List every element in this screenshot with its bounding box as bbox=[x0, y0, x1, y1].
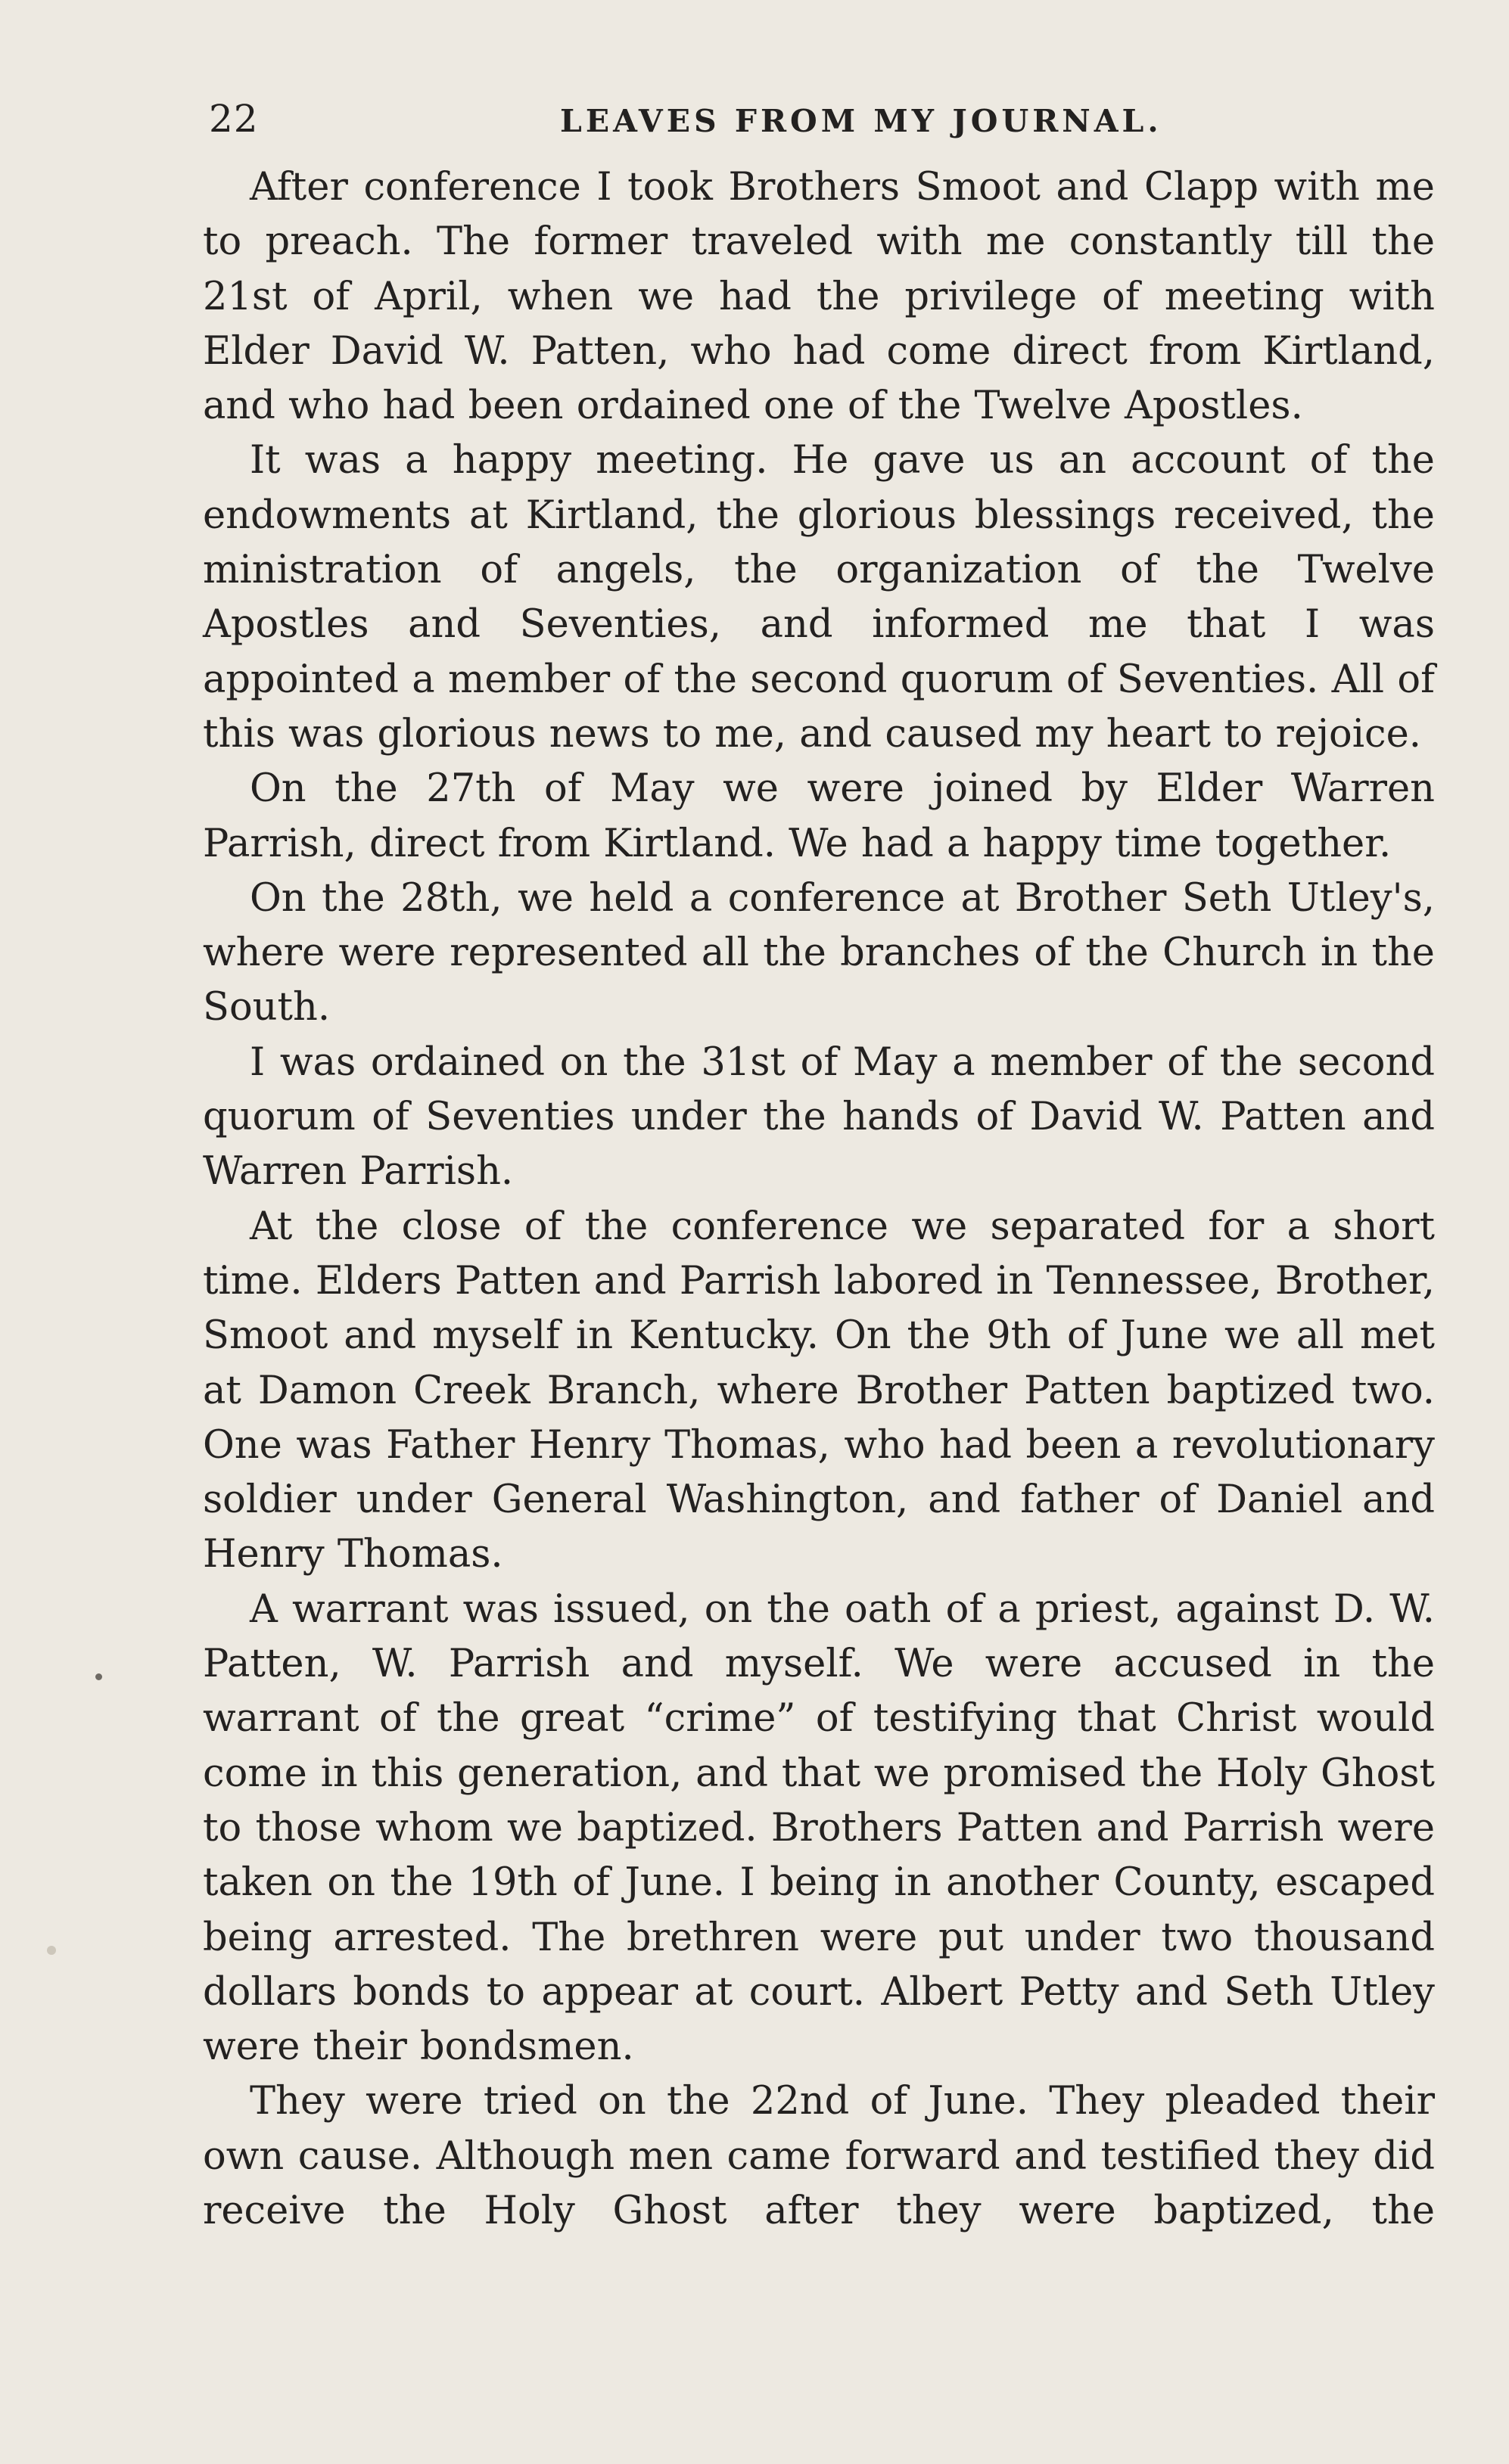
running-head bbox=[203, 89, 1435, 150]
paragraph-continued: They were tried on the 22nd of June. They pleaded their own cause. Although men came forward and testified they did receive the Holy Ghost after they were baptized, the bbox=[203, 2079, 1435, 2233]
paragraph: On the 27th of May we were joined by Elder Warren Parrish, direct from Kirtland. We had a happy time together. bbox=[203, 766, 1435, 866]
body-text bbox=[203, 160, 1435, 2239]
running-title: LEAVES FROM MY JOURNAL. bbox=[560, 103, 1162, 139]
margin-spot bbox=[47, 1946, 56, 1955]
margin-dot bbox=[95, 1673, 102, 1680]
paragraph: A warrant was issued, on the oath of a priest, against D. W. Patten, W. Parrish and myself. We were accused in the warrant of the great “crime” of testifying that Christ would come in this generation, and that we promised the Holy Ghost to those whom we baptized. Brothers Patten and Parrish were taken on the 19th of June. I being in another County, escaped being arrested. The brethren were put under two thousand dollars bonds to appear at court. Albert Petty and Seth Utley were their bondsmen. bbox=[203, 1586, 1435, 2070]
paragraph: After conference I took Brothers Smoot and Clapp with me to preach. The former traveled with me constantly till the 21st of April, when we had the privilege of meeting with Elder David W. Patten, who had come direct from Kirtland, and who had been ordained one of the Twelve Apostles. bbox=[203, 165, 1435, 429]
paragraph: It was a happy meeting. He gave us an account of the endowments at Kirtland, the glorious blessings received, the ministration of angels, the organization of the Twelve Apostles and Seventies, and informed me that I was appointed a member of the second quorum of Seventies. All of this was glorious news to me, and caused my heart to rejoice. bbox=[203, 438, 1435, 757]
paragraph: I was ordained on the 31st of May a member of the second quorum of Seventies under the hands of David W. Patten and Warren Parrish. bbox=[203, 1039, 1435, 1195]
paragraph: On the 28th, we held a conference at Brother Seth Utley's, where were represented all the branches of the Church in the South. bbox=[203, 875, 1435, 1030]
paragraph: At the close of the conference we separated for a short time. Elders Patten and Parrish labored in Tennessee, Brother, Smoot and myself in Kentucky. On the 9th of June we all met at Damon Creek Branch, where Brother Patten baptized two. One was Father Henry Thomas, who had been a revolutionary soldier under General Washington, and father of Daniel and Henry Thomas. bbox=[203, 1204, 1435, 1577]
page-number: 22 bbox=[209, 97, 259, 141]
